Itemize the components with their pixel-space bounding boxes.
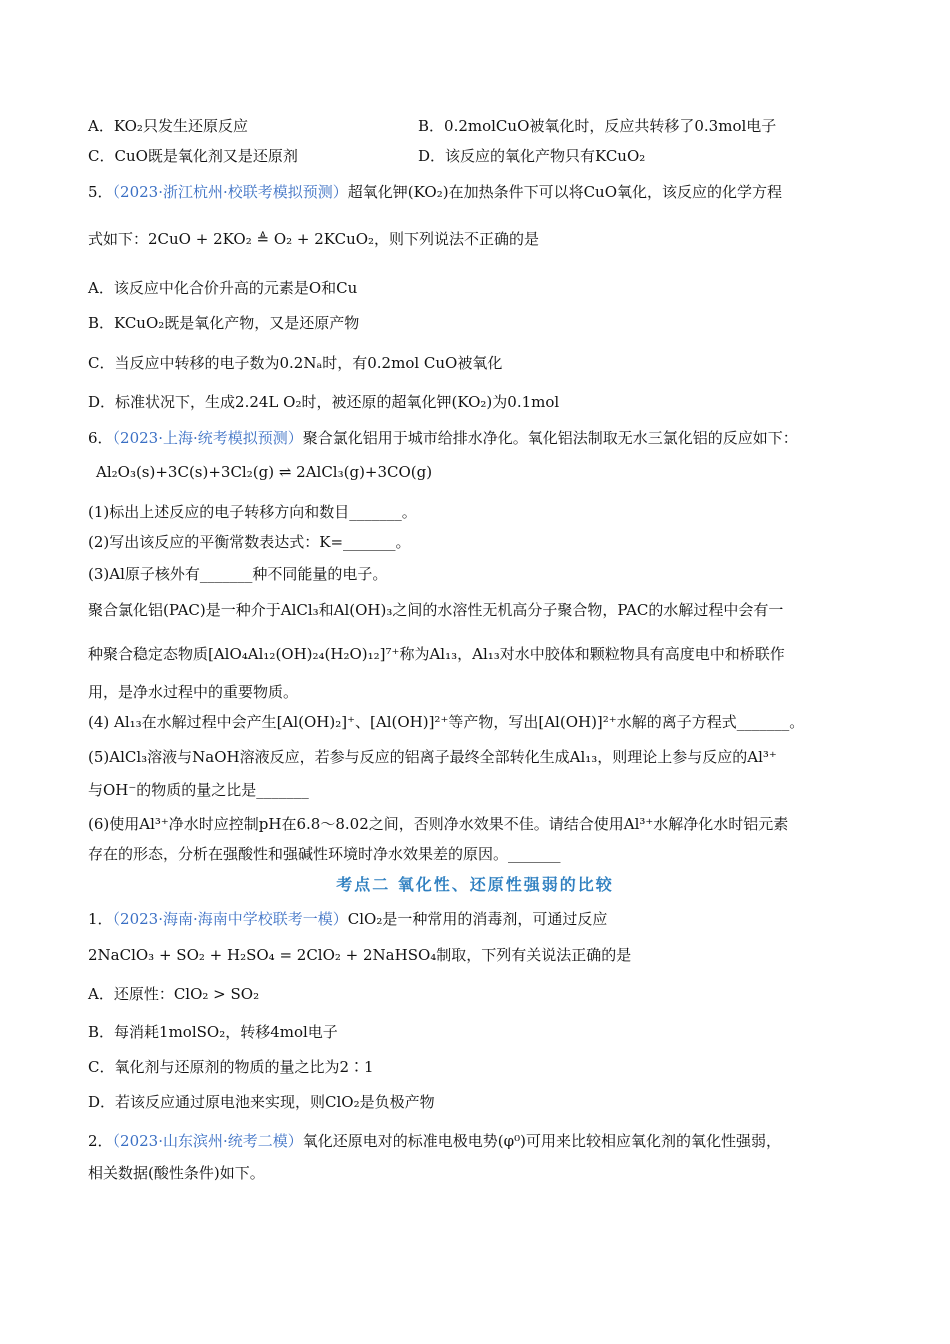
- question-source: （2023·海南·海南中学校联考一模）: [112, 910, 348, 928]
- q6-part-1: (1)标出上述反应的电子转移方向和数目_______。: [88, 503, 417, 521]
- question-5-equation: 式如下：2CuO + 2KO₂ ≜ O₂ + 2KCuO₂，则下列说法不正确的是: [88, 230, 540, 248]
- q6-part-5: (5)AlCl₃溶液与NaOH溶液反应，若参与反应的铝离子最终全部转化生成Al₁₃，则理论上参与反应的Al³⁺: [88, 748, 777, 766]
- s1-option-b: B．每消耗1molSO₂，转移4mol电子: [88, 1023, 338, 1041]
- q6-paragraph-line-2: 种聚合稳定态物质[AlO₄Al₁₂(OH)₂₄(H₂O)₁₂]⁷⁺称为Al₁₃，Al₁₃对水中胶体和颗粒物具有高度电中和桥联作: [88, 645, 785, 663]
- q6-part-3: (3)Al原子核外有_______种不同能量的电子。: [88, 565, 388, 583]
- s1-option-d: D．若该反应通过原电池来实现，则ClO₂是负极产物: [88, 1093, 435, 1111]
- question-source: （2023·山东滨州·统考二模）: [112, 1132, 303, 1150]
- q6-part-6-cont: 存在的形态，分析在强酸性和强碱性环境时净水效果差的原因。_______: [88, 845, 561, 863]
- section-question-1-line: [88, 908, 607, 930]
- q6-paragraph-line-1: 聚合氯化铝(PAC)是一种介于AlCl₃和Al(OH)₃之间的水溶性无机高分子聚合物，PAC的水解过程中会有一: [88, 601, 784, 619]
- section-question-2-cont: 相关数据(酸性条件)如下。: [88, 1164, 265, 1182]
- question-6-equation: Al₂O₃(s)+3C(s)+3Cl₂(g) ⇌ 2AlCl₃(g)+3CO(g): [96, 463, 433, 481]
- option-a: A．KO₂只发生还原反应: [88, 117, 248, 135]
- q6-paragraph-line-3: 用，是净水过程中的重要物质。: [88, 683, 299, 701]
- q5-option-a: A．该反应中化合价升高的元素是O和Cu: [88, 279, 358, 297]
- q5-option-b: B．KCuO₂既是氧化产物，又是还原产物: [88, 314, 360, 332]
- question-text: 超氧化钾(KO₂)在加热条件下可以将CuO氧化，该反应的化学方程: [347, 183, 783, 201]
- question-source: （2023·浙江杭州·校联考模拟预测）: [112, 183, 348, 201]
- question-number: 1．: [88, 910, 113, 928]
- s1-option-a: A．还原性：ClO₂ > SO₂: [88, 985, 260, 1003]
- option-b: B．0.2molCuO被氧化时，反应共转移了0.3mol电子: [418, 117, 777, 135]
- question-5-line: [88, 181, 782, 203]
- q6-part-6: (6)使用Al³⁺净水时应控制pH在6.8～8.02之间，否则净水效果不佳。请结合使用Al³⁺水解净化水时铝元素: [88, 815, 789, 833]
- section-title: 考点二 氧化性、还原性强弱的比较: [336, 875, 614, 894]
- q5-option-c: C．当反应中转移的电子数为0.2Nₐ时，有0.2mol CuO被氧化: [88, 354, 503, 372]
- q5-option-d: D．标准状况下，生成2.24L O₂时，被还原的超氧化钾(KO₂)为0.1mol: [88, 393, 560, 411]
- question-text: ClO₂是一种常用的消毒剂，可通过反应: [347, 910, 608, 928]
- question-number: 6．: [88, 429, 113, 447]
- q6-part-5-cont: 与OH⁻的物质的量之比是_______: [88, 781, 309, 799]
- question-number: 5．: [88, 183, 113, 201]
- question-text: 聚合氯化铝用于城市给排水净化。氧化铝法制取无水三氯化铝的反应如下：: [302, 429, 798, 447]
- option-c: C．CuO既是氧化剂又是还原剂: [88, 147, 298, 165]
- question-6-line: [88, 427, 798, 449]
- section-question-1-equation: 2NaClO₃ + SO₂ + H₂SO₄ = 2ClO₂ + 2NaHSO₄制取，下列有关说法正确的是: [88, 946, 632, 964]
- s1-option-c: C．氧化剂与还原剂的物质的量之比为2∶1: [88, 1058, 374, 1076]
- question-source: （2023·上海·统考模拟预测）: [112, 429, 303, 447]
- q6-part-2: (2)写出该反应的平衡常数表达式：K=_______。: [88, 533, 411, 551]
- question-text: 氧化还原电对的标准电极电势(φ⁰)可用来比较相应氧化剂的氧化性强弱，: [302, 1132, 781, 1150]
- section-question-2-line: [88, 1130, 781, 1152]
- option-d: D．该反应的氧化产物只有KCuO₂: [418, 147, 646, 165]
- question-number: 2．: [88, 1132, 113, 1150]
- q6-part-4: (4) Al₁₃在水解过程中会产生[Al(OH)₂]⁺、[Al(OH)]²⁺等产物，写出[Al(OH)]²⁺水解的离子方程式_______。: [88, 713, 805, 731]
